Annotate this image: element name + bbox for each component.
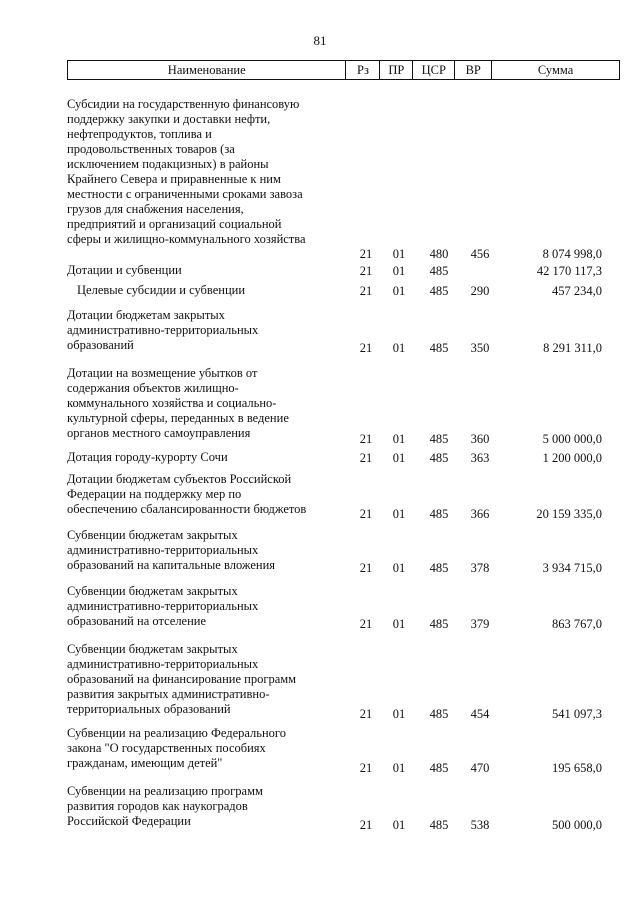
row-name: Субсидии на государственную финансовую поддержку закупки и доставки нефти, нефтепродуктов, топлива и продовольственных товаров (за исключением подакцизных) в районы Крайнего Севера и приравненные к ним местности с ограниченными сроками завоза грузов для снабжения населения, предприятий и организаций социальной сферы и жилищно-коммунального хозяйства — [67, 97, 306, 246]
row-vr: 470 — [470, 761, 490, 775]
row-vr: 379 — [470, 617, 490, 631]
row-name: Дотации и субвенции — [67, 263, 182, 277]
row-pr: 01 — [392, 264, 406, 278]
row-sum: 42 170 117,3 — [536, 264, 602, 278]
row-csr: 485 — [429, 707, 449, 721]
row-vr: 363 — [470, 451, 490, 465]
row-vr: 378 — [470, 561, 490, 575]
row-pr: 01 — [392, 818, 406, 832]
row-rz: 21 — [359, 761, 373, 775]
table-row — [67, 472, 620, 522]
table-row — [67, 308, 620, 356]
row-csr: 485 — [429, 818, 449, 832]
row-name: Субвенции бюджетам закрытых административно-территориальных образований на капитальные вложения — [67, 528, 276, 572]
row-rz: 21 — [359, 507, 373, 521]
row-name: Дотации бюджетам субъектов Российской Федерации на поддержку мер по обеспечению сбалансированности бюджетов — [67, 472, 307, 516]
table-row — [67, 97, 620, 262]
row-sum: 5 000 000,0 — [542, 432, 602, 446]
row-vr: 290 — [470, 284, 490, 298]
row-csr: 485 — [429, 507, 449, 521]
row-rz: 21 — [359, 818, 373, 832]
row-csr: 485 — [429, 617, 449, 631]
row-pr: 01 — [392, 247, 406, 261]
row-sum: 541 097,3 — [552, 707, 602, 721]
row-sum: 3 934 715,0 — [542, 561, 602, 575]
row-sum: 500 000,0 — [552, 818, 602, 832]
row-name: Субвенции на реализацию программ развития городов как наукоградов Российской Федерации — [67, 784, 263, 828]
header-vr: ВР — [454, 61, 491, 79]
header-pr: ПР — [379, 61, 412, 79]
row-sum: 457 234,0 — [552, 284, 602, 298]
row-rz: 21 — [359, 451, 373, 465]
table-header — [67, 60, 620, 80]
table-row — [67, 784, 620, 833]
row-sum: 8 291 311,0 — [543, 341, 602, 355]
table-row — [67, 263, 620, 279]
row-sum: 1 200 000,0 — [542, 451, 602, 465]
row-sum: 195 658,0 — [552, 761, 602, 775]
row-csr: 485 — [429, 561, 449, 575]
row-pr: 01 — [392, 432, 406, 446]
table-row — [67, 283, 620, 299]
table-row — [67, 642, 620, 722]
row-rz: 21 — [359, 247, 373, 261]
row-vr: 456 — [470, 247, 490, 261]
row-vr: 454 — [470, 707, 490, 721]
row-pr: 01 — [392, 341, 406, 355]
row-name: Дотации на возмещение убытков от содержания объектов жилищно- коммунального хозяйства и социально- культурной сферы, переданных в ведение органов местного самоуправления — [67, 366, 289, 440]
table-row — [67, 450, 620, 466]
row-pr: 01 — [392, 761, 406, 775]
row-name: Субвенции бюджетам закрытых административно-территориальных образований на отселение — [67, 584, 259, 628]
row-sum: 20 159 335,0 — [536, 507, 602, 521]
row-rz: 21 — [359, 264, 373, 278]
row-pr: 01 — [392, 284, 406, 298]
row-rz: 21 — [359, 284, 373, 298]
row-rz: 21 — [359, 617, 373, 631]
row-pr: 01 — [392, 561, 406, 575]
table-row — [67, 584, 620, 632]
row-csr: 485 — [429, 264, 449, 278]
page-number: 81 — [313, 33, 327, 48]
row-csr: 485 — [429, 761, 449, 775]
row-pr: 01 — [392, 707, 406, 721]
row-pr: 01 — [392, 617, 406, 631]
row-name: Дотация городу-курорту Сочи — [67, 450, 228, 464]
row-pr: 01 — [392, 507, 406, 521]
header-csr: ЦСР — [412, 61, 454, 79]
row-sum: 863 767,0 — [552, 617, 602, 631]
row-rz: 21 — [359, 341, 373, 355]
row-csr: 485 — [429, 284, 449, 298]
table-row — [67, 528, 620, 576]
row-vr: 366 — [470, 507, 490, 521]
row-csr: 485 — [429, 341, 449, 355]
header-name: Наименование — [167, 62, 246, 77]
row-vr: 350 — [470, 341, 490, 355]
row-name: Целевые субсидии и субвенции — [77, 283, 246, 297]
table-row — [67, 726, 620, 776]
header-sum: Сумма — [491, 61, 619, 79]
row-rz: 21 — [359, 561, 373, 575]
row-vr: 538 — [470, 818, 490, 832]
row-csr: 485 — [429, 451, 449, 465]
row-name: Субвенции бюджетам закрытых административно-территориальных образований на финансирование программ развития закрытых административно- территориальных образований — [67, 642, 297, 716]
header-rz: Рз — [345, 61, 379, 79]
row-sum: 8 074 998,0 — [542, 247, 602, 261]
row-pr: 01 — [392, 451, 406, 465]
row-name: Дотации бюджетам закрытых административно-территориальных образований — [67, 308, 259, 352]
row-csr: 485 — [429, 432, 449, 446]
row-name: Субвенции на реализацию Федерального закона "О государственных пособиях гражданам, имеющим детей" — [67, 726, 286, 770]
row-rz: 21 — [359, 707, 373, 721]
table-row — [67, 366, 620, 447]
row-csr: 480 — [429, 247, 449, 261]
row-vr: 360 — [470, 432, 490, 446]
row-rz: 21 — [359, 432, 373, 446]
